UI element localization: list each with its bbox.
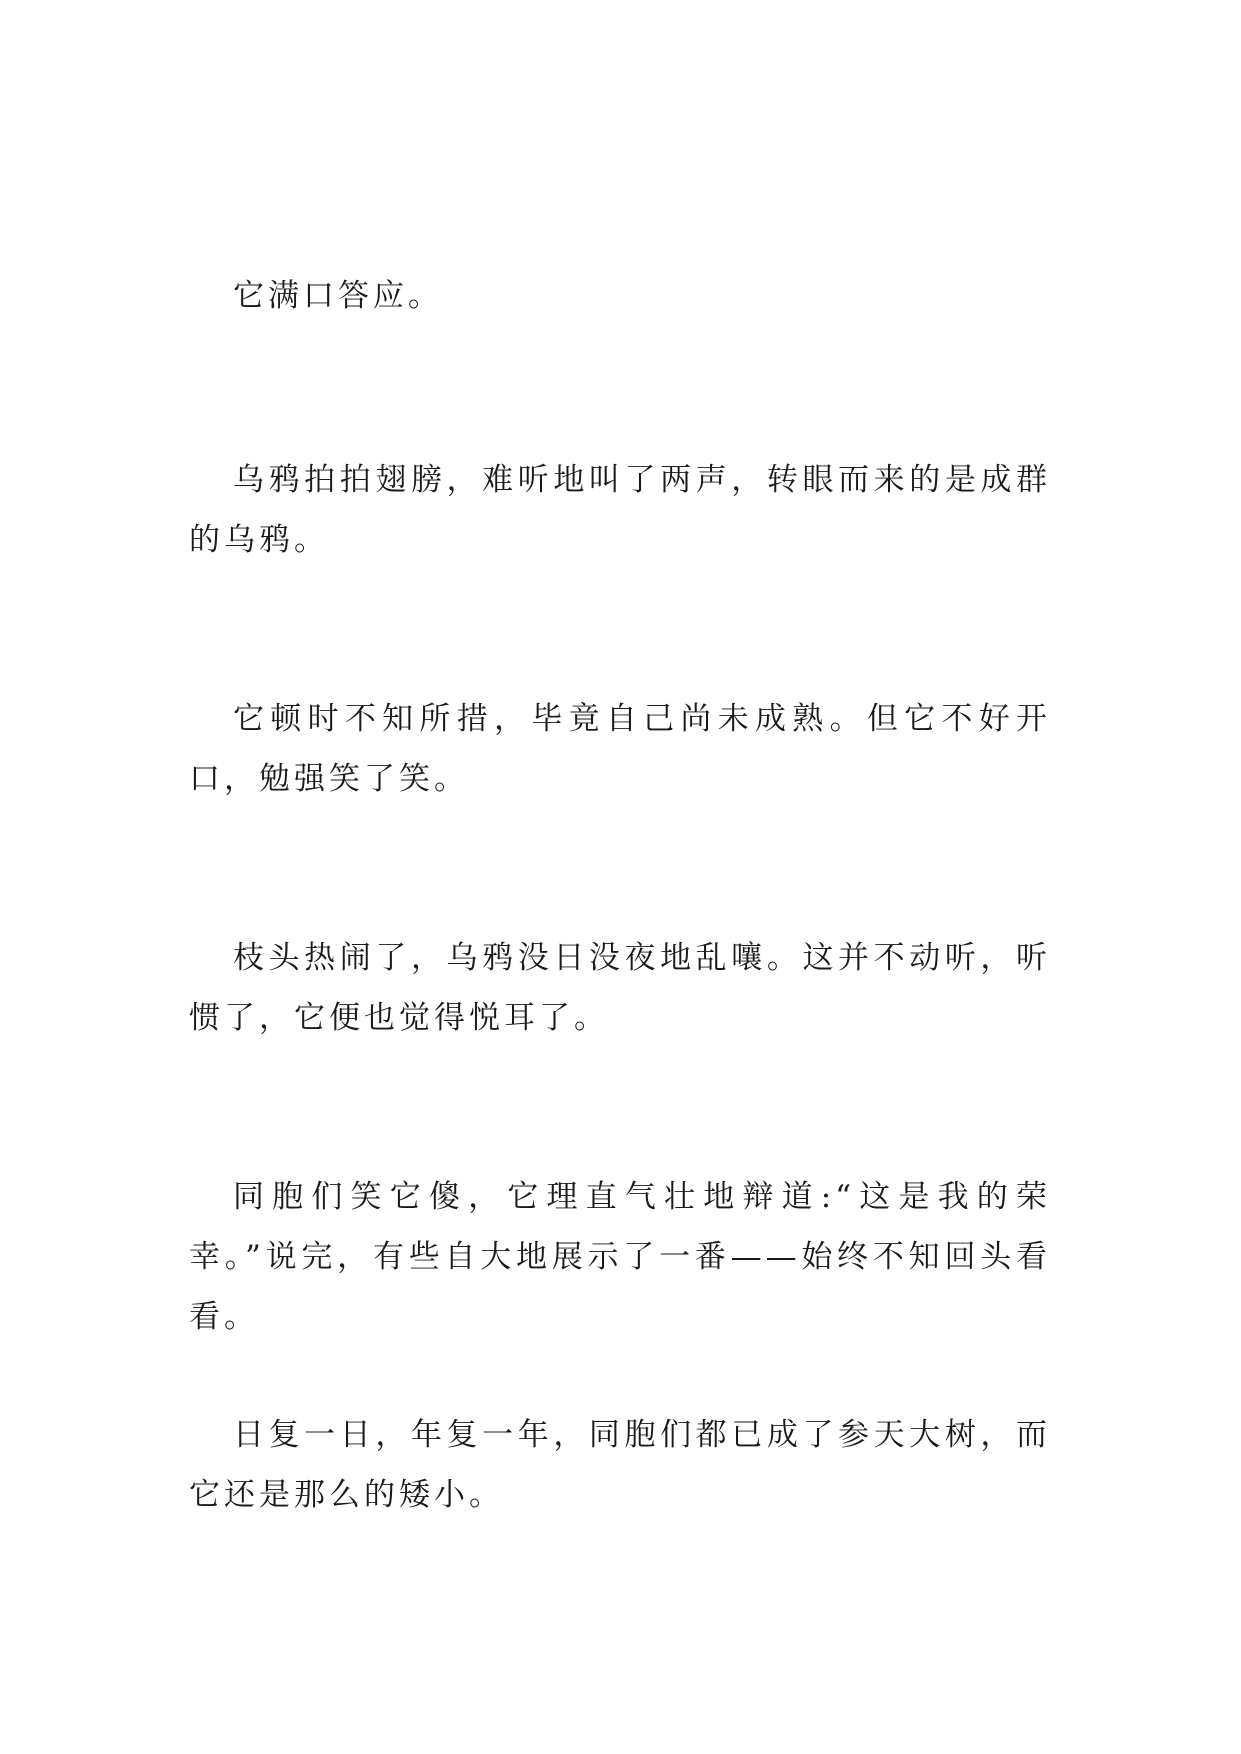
paragraph-3: 它顿时不知所措，毕竟自己尚未成熟。但它不好开口，勉强笑了笑。 (189, 701, 1051, 797)
paragraph-6: 日复一日，年复一年，同胞们都已成了参天大树，而它还是那么的矮小。 (189, 1417, 1051, 1513)
paragraph-5: 同胞们笑它傻，它理直气壮地辩道:“这是我的荣幸。”说完，有些自大地展示了一番——始终不知回头看看。 (189, 1179, 1051, 1335)
paragraph-1: 它满口答应。 (233, 278, 443, 314)
paragraph-4: 枝头热闹了，乌鸦没日没夜地乱嚷。这并不动听，听惯了，它便也觉得悦耳了。 (189, 940, 1051, 1036)
paragraph-2: 乌鸦拍拍翅膀，难听地叫了两声，转眼而来的是成群的乌鸦。 (189, 462, 1051, 558)
